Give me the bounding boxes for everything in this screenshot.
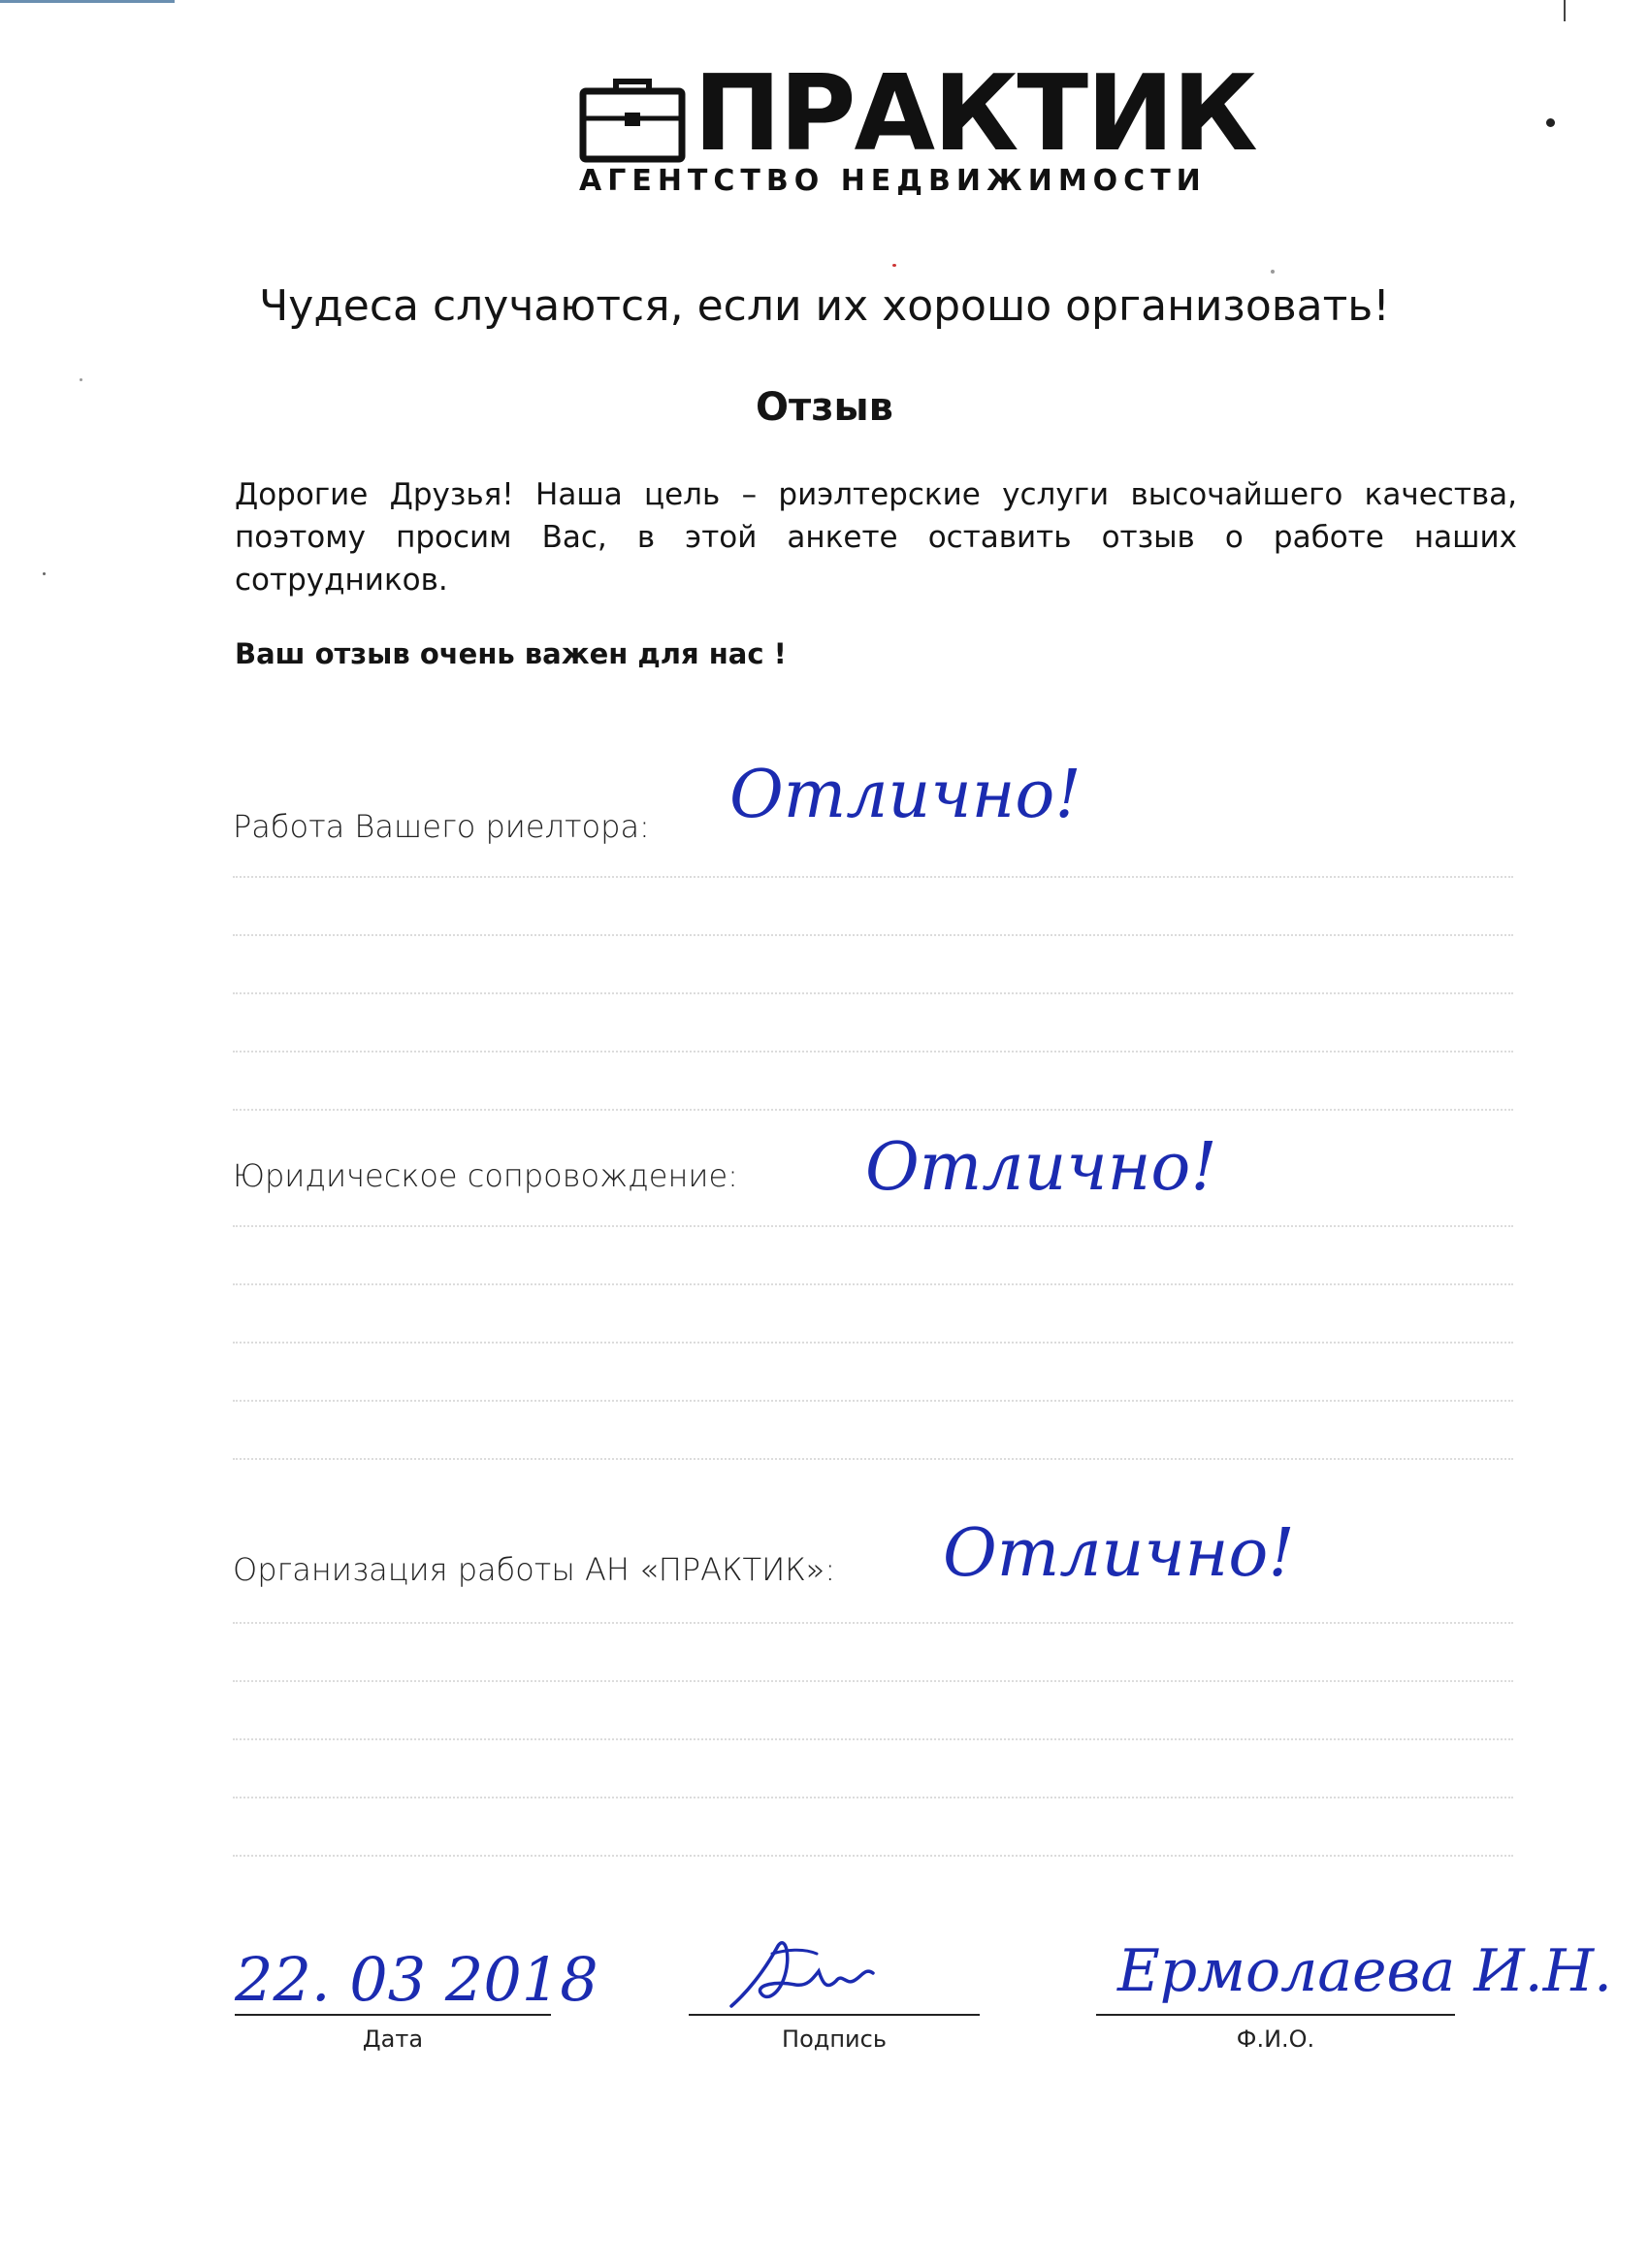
signature-label: Подпись xyxy=(782,2025,887,2053)
date-line xyxy=(235,2014,551,2016)
answer-realtor: Отлично! xyxy=(729,757,1082,833)
intro-text: Дорогие Друзья! Наша цель – риэлтерские услуги высочайшего качества, поэтому просим Вас, в этой анкете оставить отзыв о работе наших сотрудников. xyxy=(235,477,1517,598)
signature-line xyxy=(689,2014,980,2016)
answer-line xyxy=(233,876,1513,878)
logo-name: ПРАКТИК xyxy=(694,53,1256,175)
answer-line xyxy=(233,1855,1513,1857)
section-label-organization: Организация работы АН «ПРАКТИК»: xyxy=(233,1551,836,1588)
answer-line xyxy=(233,1797,1513,1798)
name-line xyxy=(1096,2014,1455,2016)
important-note: Ваш отзыв очень важен для нас ! xyxy=(235,637,787,670)
answer-line xyxy=(233,1400,1513,1402)
answer-line xyxy=(233,1738,1513,1740)
answer-line xyxy=(233,1109,1513,1111)
answer-line xyxy=(233,992,1513,994)
page-title: Отзыв xyxy=(756,385,893,430)
logo-subtitle: АГЕНТСТВО НЕДВИЖИМОСТИ xyxy=(579,164,1207,198)
date-value: 22. 03 2018 xyxy=(235,1944,598,2015)
answer-organization: Отлично! xyxy=(943,1515,1295,1592)
answer-line xyxy=(233,1051,1513,1053)
slogan: Чудеса случаются, если их хорошо организовать! xyxy=(259,281,1390,331)
answer-line xyxy=(233,1680,1513,1682)
scan-edge xyxy=(0,0,175,3)
handwritten-signature xyxy=(718,1925,892,2022)
answer-line xyxy=(233,1458,1513,1460)
answer-line xyxy=(233,1622,1513,1624)
answer-line xyxy=(233,1342,1513,1344)
answer-line xyxy=(233,934,1513,936)
name-value: Ермолаева И.Н. xyxy=(1117,1937,1613,2005)
section-label-realtor: Работа Вашего риелтора: xyxy=(233,808,650,845)
company-logo xyxy=(579,53,1256,202)
scan-edge xyxy=(1564,0,1566,21)
answer-line xyxy=(233,1225,1513,1227)
answer-legal: Отлично! xyxy=(865,1129,1217,1206)
answer-line xyxy=(233,1283,1513,1285)
date-label: Дата xyxy=(362,2025,424,2053)
briefcase-icon xyxy=(579,74,686,163)
section-label-legal: Юридическое сопровождение: xyxy=(233,1157,738,1194)
name-label: Ф.И.О. xyxy=(1236,2025,1315,2053)
